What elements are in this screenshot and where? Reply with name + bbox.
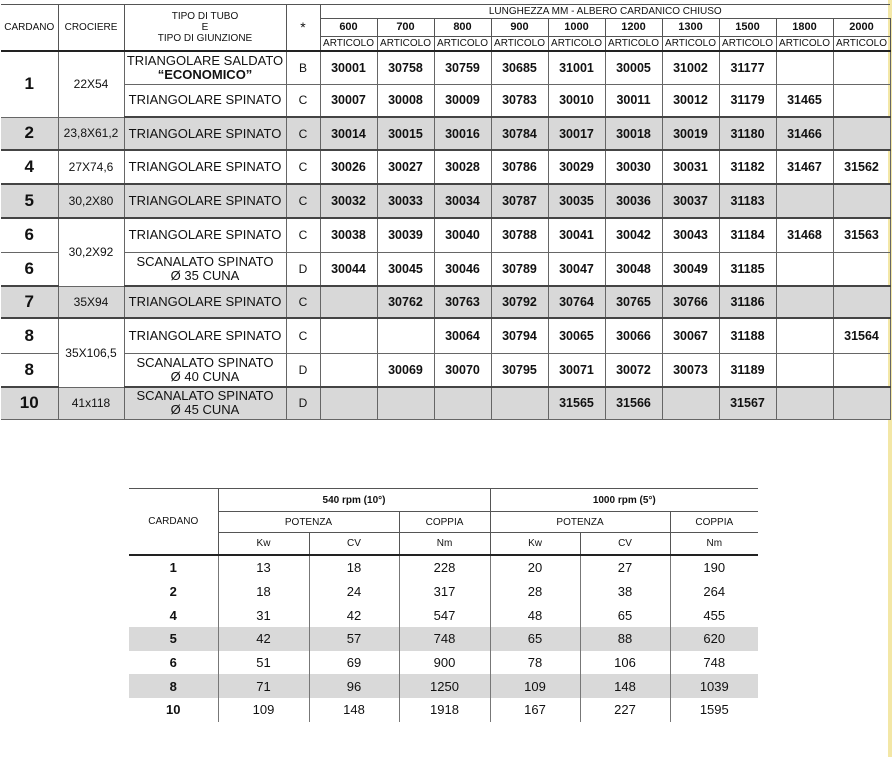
article-code	[377, 387, 434, 419]
article-code: 31002	[662, 51, 719, 84]
power-value-nm2: 455	[670, 603, 758, 627]
article-code	[320, 353, 377, 387]
article-code: 30012	[662, 84, 719, 117]
article-code: 30015	[377, 117, 434, 150]
article-code: 30039	[377, 218, 434, 252]
header-length-1500: 1500	[719, 19, 776, 37]
crociere-cell: 41x118	[58, 387, 124, 419]
power-row	[129, 674, 758, 698]
tipo-cell	[124, 150, 286, 184]
article-code: 30040	[434, 218, 491, 252]
joint-letter: C	[286, 318, 320, 353]
power-header-cv-2: CV	[580, 533, 670, 556]
article-code: 30765	[605, 286, 662, 318]
article-code: 31001	[548, 51, 605, 84]
crociere-cell: 35X94	[58, 286, 124, 318]
joint-letter: B	[286, 51, 320, 84]
tipo-cell	[124, 84, 286, 117]
article-code: 30789	[491, 252, 548, 286]
power-row	[129, 555, 758, 580]
power-value-nm1: 317	[399, 580, 490, 604]
header-crociere: CROCIERE	[58, 5, 124, 52]
article-code	[776, 184, 833, 218]
article-code: 30072	[605, 353, 662, 387]
article-code: 30038	[320, 218, 377, 252]
joint-letter: D	[286, 353, 320, 387]
tipo-cell	[124, 51, 286, 84]
tipo-line: TRIANGOLARE SPINATO	[128, 294, 282, 309]
article-code: 31466	[776, 117, 833, 150]
article-code	[833, 184, 890, 218]
article-code: 31564	[833, 318, 890, 353]
article-code: 30042	[605, 218, 662, 252]
table-row	[1, 353, 890, 387]
header-cardano: CARDANO	[1, 5, 58, 52]
article-code	[833, 252, 890, 286]
joint-letter: C	[286, 84, 320, 117]
article-code: 30036	[605, 184, 662, 218]
power-header-coppia-2: COPPIA	[670, 512, 758, 533]
article-code: 30018	[605, 117, 662, 150]
article-code: 30069	[377, 353, 434, 387]
table-row	[1, 286, 890, 318]
article-code: 30027	[377, 150, 434, 184]
article-code: 30034	[434, 184, 491, 218]
power-cardano-cell: 2	[169, 584, 177, 600]
power-value-nm1: 547	[399, 603, 490, 627]
power-value-kw2: 167	[490, 698, 580, 722]
article-code: 30011	[605, 84, 662, 117]
article-code: 30048	[605, 252, 662, 286]
power-row	[129, 698, 758, 722]
power-value-kw1: 42	[218, 627, 309, 651]
article-code: 30067	[662, 318, 719, 353]
power-value-kw2: 28	[490, 580, 580, 604]
tipo-cell	[124, 117, 286, 150]
power-header-cv-1: CV	[309, 533, 399, 556]
header-star: *	[286, 5, 320, 52]
article-code	[776, 51, 833, 84]
power-value-nm1: 900	[399, 651, 490, 675]
header-length-1200: 1200	[605, 19, 662, 37]
joint-letter: C	[286, 218, 320, 252]
power-value-cv2: 88	[580, 627, 670, 651]
article-code: 30041	[548, 218, 605, 252]
header-length-700: 700	[377, 19, 434, 37]
cardano-cell: 8	[1, 353, 58, 387]
power-value-nm1: 1250	[399, 674, 490, 698]
header-articolo: ARTICOLO	[320, 37, 377, 52]
tipo-line: Ø 40 CUNA	[170, 368, 240, 384]
header-articolo: ARTICOLO	[377, 37, 434, 52]
article-code: 30049	[662, 252, 719, 286]
power-value-cv2: 38	[580, 580, 670, 604]
power-value-cv2: 27	[580, 555, 670, 580]
tipo-cell	[124, 218, 286, 252]
article-code: 31186	[719, 286, 776, 318]
power-value-cv1: 57	[309, 627, 399, 651]
power-value-kw1: 71	[218, 674, 309, 698]
article-code: 31184	[719, 218, 776, 252]
tipo-line: TRIANGOLARE SPINATO	[128, 125, 282, 141]
joint-letter: C	[286, 286, 320, 318]
article-code: 30009	[434, 84, 491, 117]
power-value-kw1: 13	[218, 555, 309, 580]
cardano-cell: 4	[1, 150, 58, 184]
article-code: 30019	[662, 117, 719, 150]
cardano-cell: 5	[1, 184, 58, 218]
article-code: 30786	[491, 150, 548, 184]
article-code: 30792	[491, 286, 548, 318]
power-value-kw1: 109	[218, 698, 309, 722]
article-code	[833, 387, 890, 419]
cardano-cell: 2	[1, 117, 58, 150]
header-length-900: 900	[491, 19, 548, 37]
article-code: 31565	[548, 387, 605, 419]
tipo-line: TRIANGOLARE SALDATO	[126, 52, 284, 68]
article-code: 31467	[776, 150, 833, 184]
power-value-cv1: 69	[309, 651, 399, 675]
power-row	[129, 603, 758, 627]
cardano-cell: 6	[1, 218, 58, 252]
article-code: 30759	[434, 51, 491, 84]
article-code: 30783	[491, 84, 548, 117]
power-value-cv1: 24	[309, 580, 399, 604]
article-code: 30030	[605, 150, 662, 184]
crociere-cell: 30,2X92	[58, 218, 124, 286]
power-value-cv1: 42	[309, 603, 399, 627]
power-value-kw1: 51	[218, 651, 309, 675]
article-code: 30026	[320, 150, 377, 184]
article-code: 30043	[662, 218, 719, 252]
article-code: 30016	[434, 117, 491, 150]
article-code: 30033	[377, 184, 434, 218]
power-value-cv2: 148	[580, 674, 670, 698]
article-code	[320, 286, 377, 318]
article-code	[833, 353, 890, 387]
article-code: 31177	[719, 51, 776, 84]
article-code: 30045	[377, 252, 434, 286]
article-code: 30073	[662, 353, 719, 387]
article-code: 30762	[377, 286, 434, 318]
power-header-540: 540 rpm (10°)	[218, 489, 490, 512]
table-row	[1, 184, 890, 218]
power-header-potenza-2: POTENZA	[490, 512, 670, 533]
power-value-nm2: 190	[670, 555, 758, 580]
article-code: 31188	[719, 318, 776, 353]
power-value-nm2: 1039	[670, 674, 758, 698]
joint-letter: C	[286, 184, 320, 218]
article-code	[491, 387, 548, 419]
article-code: 30046	[434, 252, 491, 286]
power-header-kw-1: Kw	[218, 533, 309, 556]
article-code: 30007	[320, 84, 377, 117]
header-articolo: ARTICOLO	[605, 37, 662, 52]
power-torque-table	[129, 488, 758, 722]
article-code	[776, 252, 833, 286]
article-code: 30037	[662, 184, 719, 218]
tipo-cell	[124, 286, 286, 318]
power-value-kw2: 109	[490, 674, 580, 698]
table-row	[1, 117, 890, 150]
power-value-kw2: 20	[490, 555, 580, 580]
joint-letter: D	[286, 387, 320, 419]
crociere-cell: 22X54	[58, 51, 124, 117]
power-value-cv2: 65	[580, 603, 670, 627]
power-value-cv1: 148	[309, 698, 399, 722]
article-code: 30014	[320, 117, 377, 150]
header-articolo: ARTICOLO	[833, 37, 890, 52]
article-code: 30794	[491, 318, 548, 353]
tipo-line: SCANALATO SPINATO	[136, 354, 274, 370]
header-articolo: ARTICOLO	[434, 37, 491, 52]
article-code: 30685	[491, 51, 548, 84]
header-length-title: LUNGHEZZA MM - ALBERO CARDANICO CHIUSO	[320, 5, 890, 19]
article-code	[776, 387, 833, 419]
power-header-kw-2: Kw	[490, 533, 580, 556]
article-code	[377, 318, 434, 353]
table-row	[1, 150, 890, 184]
article-code: 30031	[662, 150, 719, 184]
power-value-kw2: 78	[490, 651, 580, 675]
article-code	[833, 286, 890, 318]
tipo-cell	[124, 387, 286, 419]
article-code	[776, 286, 833, 318]
article-code: 30787	[491, 184, 548, 218]
crociere-cell: 35X106,5	[58, 318, 124, 387]
article-code: 31566	[605, 387, 662, 419]
power-cardano-cell: 5	[129, 627, 218, 651]
table-row	[1, 218, 890, 252]
power-header-cardano: CARDANO	[129, 489, 218, 556]
article-code: 30029	[548, 150, 605, 184]
power-row	[129, 627, 758, 651]
power-cardano-cell: 1	[169, 560, 177, 576]
tipo-line: SCANALATO SPINATO	[136, 388, 274, 404]
tipo-cell	[124, 318, 286, 353]
header-tipo: TIPO DI TUBO E TIPO DI GIUNZIONE	[124, 5, 286, 52]
crociere-cell: 30,2X80	[58, 184, 124, 218]
power-row	[129, 651, 758, 675]
crociere-cell: 23,8X61,2	[58, 117, 124, 150]
cardano-cell: 8	[1, 318, 58, 353]
power-cardano-cell: 4	[169, 607, 177, 623]
article-code: 31189	[719, 353, 776, 387]
article-code	[833, 117, 890, 150]
article-code: 30032	[320, 184, 377, 218]
power-value-cv1: 96	[309, 674, 399, 698]
table-row	[1, 387, 890, 419]
header-length-1800: 1800	[776, 19, 833, 37]
article-code: 31180	[719, 117, 776, 150]
power-value-cv2: 227	[580, 698, 670, 722]
power-cardano-cell: 6	[169, 655, 177, 671]
power-value-cv1: 18	[309, 555, 399, 580]
article-code: 31183	[719, 184, 776, 218]
tipo-line: Ø 45 CUNA	[170, 402, 240, 418]
power-header-nm-1: Nm	[399, 533, 490, 556]
tipo-cell	[124, 252, 286, 286]
article-code: 30044	[320, 252, 377, 286]
power-value-nm1: 228	[399, 555, 490, 580]
article-code	[776, 353, 833, 387]
crociere-cell: 27X74,6	[58, 150, 124, 184]
header-articolo: ARTICOLO	[776, 37, 833, 52]
article-code: 30005	[605, 51, 662, 84]
article-code	[833, 84, 890, 117]
header-articolo: ARTICOLO	[719, 37, 776, 52]
header-articolo: ARTICOLO	[491, 37, 548, 52]
article-code: 30758	[377, 51, 434, 84]
tipo-line: TRIANGOLARE SPINATO	[128, 92, 282, 108]
power-value-nm2: 748	[670, 651, 758, 675]
article-code: 30064	[434, 318, 491, 353]
article-code	[320, 318, 377, 353]
table-row	[1, 51, 890, 84]
article-code: 30065	[548, 318, 605, 353]
joint-letter: C	[286, 117, 320, 150]
table-row	[1, 84, 890, 117]
tipo-line: TRIANGOLARE SPINATO	[128, 227, 282, 243]
article-code: 30763	[434, 286, 491, 318]
article-code: 31468	[776, 218, 833, 252]
article-code: 30066	[605, 318, 662, 353]
article-code: 30784	[491, 117, 548, 150]
power-value-nm1: 1918	[399, 698, 490, 722]
power-value-nm2: 620	[670, 627, 758, 651]
article-code	[776, 318, 833, 353]
header-length-2000: 2000	[833, 19, 890, 37]
tipo-line: TRIANGOLARE SPINATO	[128, 327, 282, 343]
tipo-cell	[124, 353, 286, 387]
power-value-kw1: 31	[218, 603, 309, 627]
article-code: 31567	[719, 387, 776, 419]
article-code: 30017	[548, 117, 605, 150]
article-code	[833, 51, 890, 84]
power-value-nm1: 748	[399, 627, 490, 651]
article-code: 30788	[491, 218, 548, 252]
table-row	[1, 252, 890, 286]
article-code: 31179	[719, 84, 776, 117]
power-header-nm-2: Nm	[670, 533, 758, 556]
header-length-800: 800	[434, 19, 491, 37]
header-articolo: ARTICOLO	[662, 37, 719, 52]
article-code: 30795	[491, 353, 548, 387]
article-code: 31465	[776, 84, 833, 117]
article-code	[434, 387, 491, 419]
article-code: 31563	[833, 218, 890, 252]
header-length-1300: 1300	[662, 19, 719, 37]
power-value-kw2: 48	[490, 603, 580, 627]
power-value-nm2: 264	[670, 580, 758, 604]
article-code: 30047	[548, 252, 605, 286]
tipo-cell	[124, 184, 286, 218]
tipo-line: “ECONOMICO”	[157, 66, 253, 82]
cardano-cell: 10	[1, 387, 58, 419]
article-code: 30764	[548, 286, 605, 318]
power-header-1000: 1000 rpm (5°)	[490, 489, 758, 512]
article-code: 30766	[662, 286, 719, 318]
article-code: 30008	[377, 84, 434, 117]
cardano-cell: 6	[1, 252, 58, 286]
header-articolo: ARTICOLO	[548, 37, 605, 52]
article-code: 31185	[719, 252, 776, 286]
shaft-length-table	[1, 4, 891, 420]
table-row	[1, 318, 890, 353]
power-cardano-cell: 10	[166, 702, 181, 718]
joint-letter: C	[286, 150, 320, 184]
tipo-line: TRIANGOLARE SPINATO	[128, 193, 282, 208]
power-value-nm2: 1595	[670, 698, 758, 722]
tipo-line: TRIANGOLARE SPINATO	[128, 159, 282, 174]
power-header-potenza-1: POTENZA	[218, 512, 399, 533]
article-code	[320, 387, 377, 419]
article-code: 30028	[434, 150, 491, 184]
power-cardano-cell: 8	[129, 674, 218, 698]
power-value-kw1: 18	[218, 580, 309, 604]
article-code: 30001	[320, 51, 377, 84]
article-code: 31182	[719, 150, 776, 184]
joint-letter: D	[286, 252, 320, 286]
cardano-cell: 1	[1, 51, 58, 117]
power-value-cv2: 106	[580, 651, 670, 675]
power-header-coppia-1: COPPIA	[399, 512, 490, 533]
tipo-line: Ø 35 CUNA	[170, 267, 240, 283]
tipo-line: SCANALATO SPINATO	[136, 253, 274, 269]
article-code	[662, 387, 719, 419]
article-code: 31562	[833, 150, 890, 184]
power-value-kw2: 65	[490, 627, 580, 651]
article-code: 30071	[548, 353, 605, 387]
article-code: 30070	[434, 353, 491, 387]
power-row	[129, 580, 758, 604]
article-code: 30010	[548, 84, 605, 117]
header-length-600: 600	[320, 19, 377, 37]
cardano-cell: 7	[1, 286, 58, 318]
header-length-1000: 1000	[548, 19, 605, 37]
article-code: 30035	[548, 184, 605, 218]
